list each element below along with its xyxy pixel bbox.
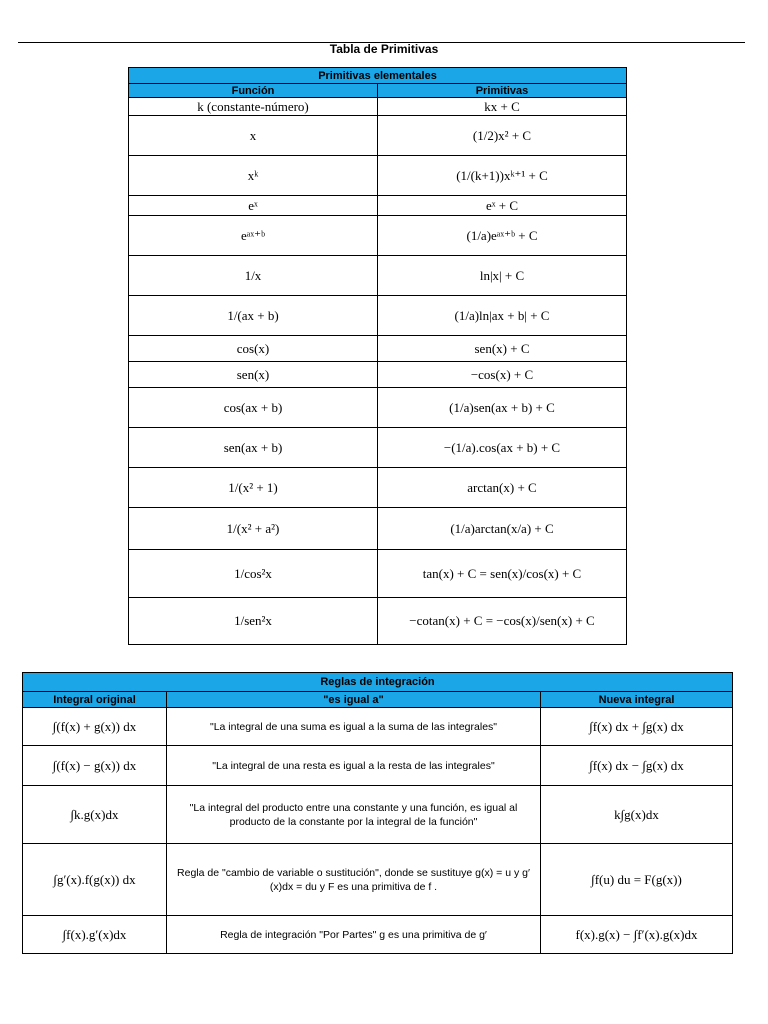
nueva-integral-cell: k∫g(x)dx	[541, 786, 733, 844]
integral-original-cell: ∫(f(x) − g(x)) dx	[23, 746, 167, 786]
funcion-cell: 1/(x² + a²)	[129, 508, 378, 550]
table-row	[129, 98, 627, 116]
table-row	[23, 746, 733, 786]
funcion-cell: cos(ax + b)	[129, 388, 378, 428]
funcion-cell: cos(x)	[129, 336, 378, 362]
primitiva-cell: (1/a)arctan(x/a) + C	[378, 508, 627, 550]
integral-original-cell: ∫g′(x).f(g(x)) dx	[23, 844, 167, 916]
column-header-nueva-integral: Nueva integral	[541, 692, 733, 708]
integral-original-cell: ∫(f(x) + g(x)) dx	[23, 708, 167, 746]
funcion-cell: sen(ax + b)	[129, 428, 378, 468]
primitiva-cell: (1/a)eᵃˣ⁺ᵇ + C	[378, 216, 627, 256]
primitives-table-title: Primitivas elementales	[129, 68, 627, 84]
primitiva-cell: kx + C	[378, 98, 627, 116]
table-row	[129, 428, 627, 468]
funcion-cell: xᵏ	[129, 156, 378, 196]
primitiva-cell: (1/a)ln|ax + b| + C	[378, 296, 627, 336]
primitiva-cell: −cos(x) + C	[378, 362, 627, 388]
table-row	[23, 786, 733, 844]
table-row	[129, 256, 627, 296]
primitives-table	[128, 67, 627, 645]
rules-table	[22, 672, 733, 954]
integral-original-cell: ∫k.g(x)dx	[23, 786, 167, 844]
primitiva-cell: sen(x) + C	[378, 336, 627, 362]
primitiva-cell: tan(x) + C = sen(x)/cos(x) + C	[378, 550, 627, 598]
es-igual-a-cell: "La integral de una resta es igual a la resta de las integrales"	[167, 746, 541, 786]
funcion-cell: 1/cos²x	[129, 550, 378, 598]
nueva-integral-cell: ∫f(x) dx − ∫g(x) dx	[541, 746, 733, 786]
column-header-es-igual-a: "es igual a"	[167, 692, 541, 708]
funcion-cell: eᵃˣ⁺ᵇ	[129, 216, 378, 256]
es-igual-a-cell: Regla de "cambio de variable o sustitución", donde se sustituye g(x) = u y g′(x)dx = du y F es una primitiva de f .	[167, 844, 541, 916]
column-header-funcion: Función	[129, 84, 378, 98]
funcion-cell: x	[129, 116, 378, 156]
table-row	[129, 508, 627, 550]
table-row	[23, 844, 733, 916]
integral-original-cell: ∫f(x).g′(x)dx	[23, 916, 167, 954]
document-title: Tabla de Primitivas	[329, 42, 439, 56]
nueva-integral-cell: ∫f(u) du = F(g(x))	[541, 844, 733, 916]
table-row	[129, 336, 627, 362]
table-row	[23, 916, 733, 954]
table-row	[129, 468, 627, 508]
funcion-cell: k (constante-número)	[129, 98, 378, 116]
table-row	[129, 388, 627, 428]
primitiva-cell: −cotan(x) + C = −cos(x)/sen(x) + C	[378, 598, 627, 645]
primitiva-cell: (1/a)sen(ax + b) + C	[378, 388, 627, 428]
nueva-integral-cell: f(x).g(x) − ∫f′(x).g(x)dx	[541, 916, 733, 954]
funcion-cell: 1/(x² + 1)	[129, 468, 378, 508]
primitiva-cell: eˣ + C	[378, 196, 627, 216]
table-row	[23, 708, 733, 746]
primitiva-cell: (1/(k+1))xᵏ⁺¹ + C	[378, 156, 627, 196]
funcion-cell: 1/sen²x	[129, 598, 378, 645]
column-header-integral-original: Integral original	[23, 692, 167, 708]
primitiva-cell: −(1/a).cos(ax + b) + C	[378, 428, 627, 468]
es-igual-a-cell: "La integral del producto entre una constante y una función, es igual al producto de la constante por la integral de la función"	[167, 786, 541, 844]
primitiva-cell: arctan(x) + C	[378, 468, 627, 508]
rules-table-title: Reglas de integración	[23, 673, 733, 692]
table-row	[129, 196, 627, 216]
table-row	[129, 362, 627, 388]
table-row	[129, 598, 627, 645]
funcion-cell: eˣ	[129, 196, 378, 216]
nueva-integral-cell: ∫f(x) dx + ∫g(x) dx	[541, 708, 733, 746]
primitiva-cell: ln|x| + C	[378, 256, 627, 296]
table-row	[129, 216, 627, 256]
es-igual-a-cell: Regla de integración "Por Partes" g es una primitiva de g′	[167, 916, 541, 954]
table-row	[129, 550, 627, 598]
funcion-cell: sen(x)	[129, 362, 378, 388]
funcion-cell: 1/x	[129, 256, 378, 296]
primitiva-cell: (1/2)x² + C	[378, 116, 627, 156]
table-row	[129, 116, 627, 156]
table-row	[129, 156, 627, 196]
table-row	[129, 296, 627, 336]
funcion-cell: 1/(ax + b)	[129, 296, 378, 336]
column-header-primitivas: Primitivas	[378, 84, 627, 98]
es-igual-a-cell: "La integral de una suma es igual a la suma de las integrales"	[167, 708, 541, 746]
